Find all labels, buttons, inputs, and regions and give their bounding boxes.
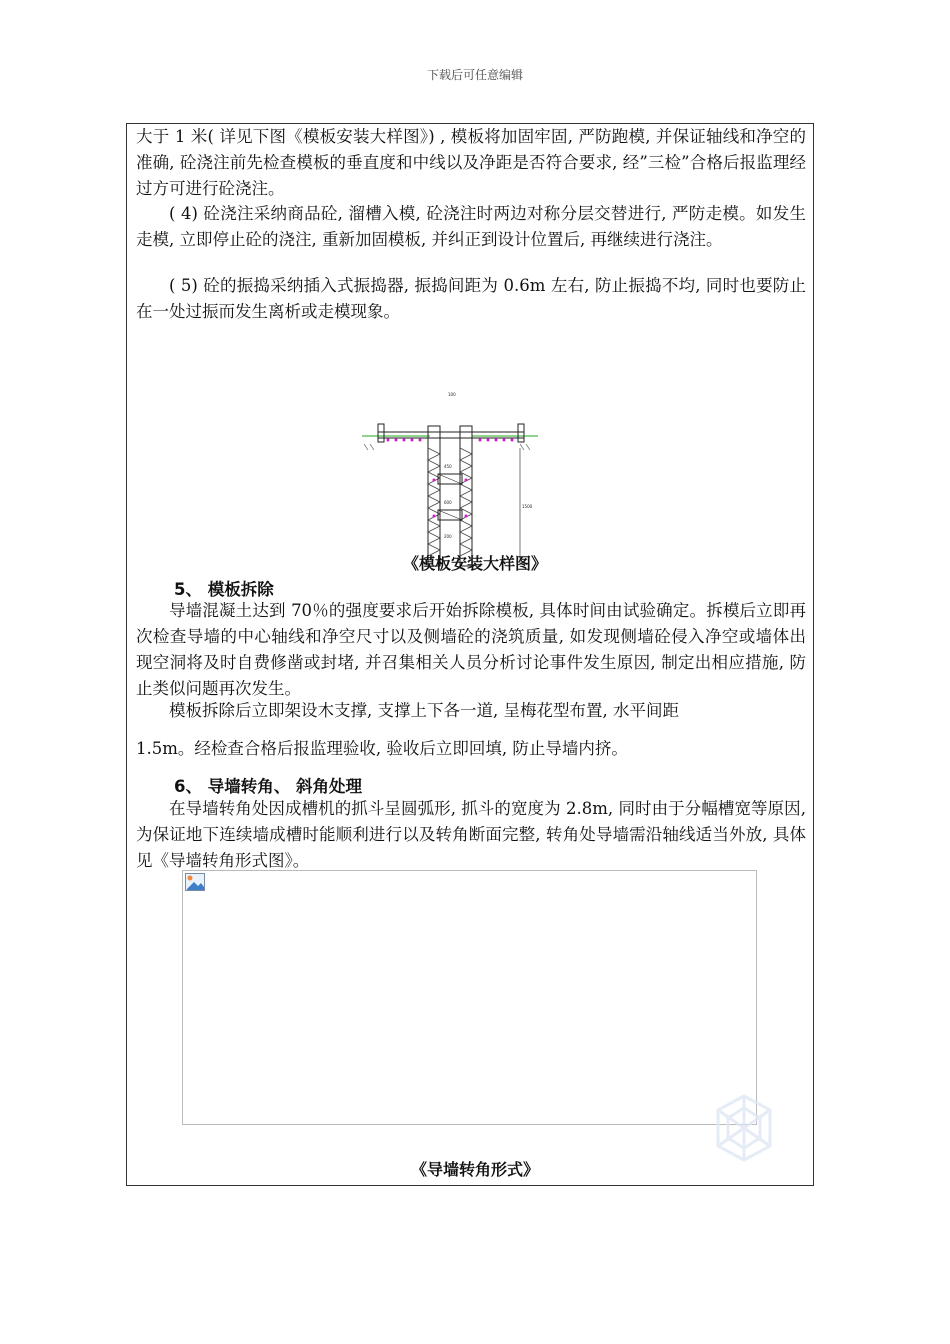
watermark-logo-icon xyxy=(708,1092,780,1164)
paragraph-wood-support-continued: 1.5m。经检查合格后报监理验收, 验收后立即回填, 防止导墙内挤。 xyxy=(136,739,628,758)
page-header: 下载后可任意编辑 xyxy=(426,68,523,82)
diagram-label: 100 xyxy=(448,392,456,397)
formwork-detail-diagram xyxy=(360,388,540,573)
paragraph-wood-support: 模板拆除后立即架设木支撑, 支撑上下各一道, 呈梅花型布置, 水平间距 xyxy=(169,701,679,720)
corner-form-image-placeholder xyxy=(182,870,757,1125)
formwork-diagram-caption: 《模板安装大样图》 xyxy=(402,554,547,573)
paragraph-formwork-removal: 导墙混凝土达到 70％的强度要求后开始拆除模板, 具体时间由试验确定。拆模后立即再次检查导墙的中心轴线和净空尺寸以及侧墙砼的浇筑质量, 如发现侧墙砼侵入净空或墙体出现空洞将及时自费修凿或封堵, 并召集相关人员分析讨论事件发生原因, 制定出相应措施, 防止类似问题再次发生。 xyxy=(136,601,806,698)
diagram-label: 1500 xyxy=(522,504,533,509)
paragraph-formwork-fixing: 大于 1 米( 详见下图《模板安装大样图》) , 模板将加固牢固, 严防跑模, 并保证轴线和净空的准确, 砼浇注前先检查模板的垂直度和中线以及净距是否符合要求, 经”三检”合格后报监理经过方可进行砼浇注。 xyxy=(136,127,806,198)
diagram-label: 200 xyxy=(444,534,452,539)
diagram-label: 450 xyxy=(444,464,452,469)
corner-form-caption: 《导墙转角形式》 xyxy=(410,1160,539,1179)
paragraph-corner-treatment: 在导墙转角处因成槽机的抓斗呈圆弧形, 抓斗的宽度为 2.8m, 同时由于分幅槽宽等原因, 为保证地下连续墙成槽时能顺利进行以及转角断面完整, 转角处导墙需沿轴线适当外放, 具体见《导墙转角形式图》。 xyxy=(136,799,806,870)
section-heading-formwork-removal: 5、 模板拆除 xyxy=(174,580,274,599)
diagram-label: 600 xyxy=(444,500,452,505)
broken-image-icon xyxy=(185,873,205,891)
paragraph-vibration: ( 5) 砼的振捣采纳插入式振捣器, 振捣间距为 0.6m 左右, 防止振捣不均, 同时也要防止在一处过振而发生离析或走模现象。 xyxy=(136,276,806,321)
paragraph-concrete-pouring: ( 4) 砼浇注采纳商品砼, 溜槽入模, 砼浇注时两边对称分层交替进行, 严防走模。如发生走模, 立即停止砼的浇注, 重新加固模板, 并纠正到设计位置后, 再继续进行浇注。 xyxy=(136,204,806,249)
section-heading-corner-treatment: 6、 导墙转角、 斜角处理 xyxy=(174,777,362,796)
